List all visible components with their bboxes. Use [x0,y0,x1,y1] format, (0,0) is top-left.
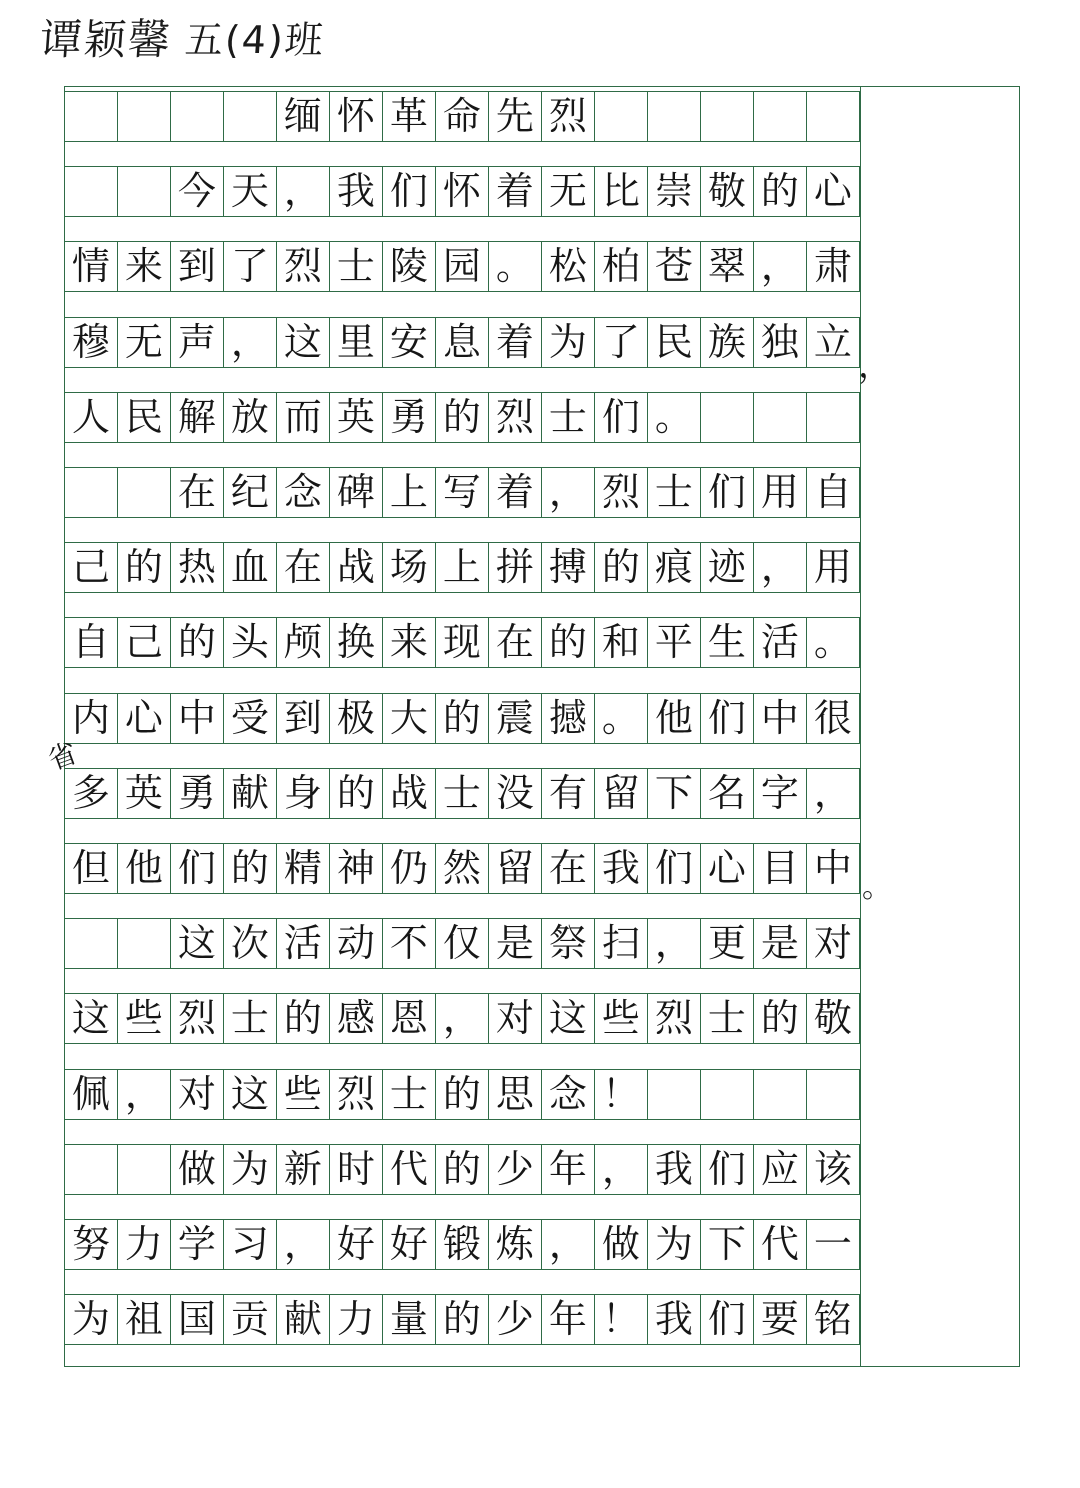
grid-cell: 念 [277,467,330,517]
grid-cell: 有 [542,768,595,818]
grid-cell: 比 [595,166,648,216]
grid-cell: 换 [330,617,383,667]
grid-cell: 无 [118,317,171,367]
grid-cell: 上 [436,542,489,592]
grid-cell: 了 [224,241,277,291]
grid-cell: 上 [383,467,436,517]
grid-cell: ， [595,1144,648,1194]
grid-cell: 用 [754,467,807,517]
grid-cell [701,1069,754,1119]
row-line [65,1043,860,1044]
grid-cell: ， [754,241,807,291]
grid-cell: 的 [754,993,807,1043]
grid-cell: 些 [118,993,171,1043]
class-name: 五(4)班 [183,18,327,62]
grid-cell: 场 [383,542,436,592]
grid-cell: 立 [807,317,860,367]
grid-cell: 声 [171,317,224,367]
grid-cell: 独 [754,317,807,367]
grid-cell: 里 [330,317,383,367]
grid-cell: 穆 [65,317,118,367]
grid-cell: 精 [277,843,330,893]
grid-cell: 在 [277,542,330,592]
grid-cell: 下 [701,1219,754,1269]
grid-cell: 大 [383,693,436,743]
grid-cell: 民 [648,317,701,367]
grid-cell: 少 [489,1144,542,1194]
grid-cell: 没 [489,768,542,818]
grid-cell: 一 [807,1219,860,1269]
grid-cell: 习 [224,1219,277,1269]
grid-cell: 热 [171,542,224,592]
grid-cell: 祭 [542,918,595,968]
grid-cell: 勇 [171,768,224,818]
grid-cell: 英 [330,392,383,442]
grid-cell: 的 [436,1069,489,1119]
grid-cell: 我 [648,1294,701,1344]
grid-cell: 自 [65,617,118,667]
grid-cell: 命 [436,91,489,141]
grid-cell: 来 [383,617,436,667]
row-line [65,818,860,819]
grid-cell: 的 [754,166,807,216]
grid-cell: ， [542,467,595,517]
grid-cell: 写 [436,467,489,517]
grid-cell: 学 [171,1219,224,1269]
grid-cell: 无 [542,166,595,216]
grid-cell: 心 [701,843,754,893]
grid-cell: 迹 [701,542,754,592]
grid-cell: 他 [648,693,701,743]
grid-cell: 苍 [648,241,701,291]
grid-cell: 内 [65,693,118,743]
grid-cell: 的 [436,392,489,442]
grid-cell: 现 [436,617,489,667]
grid-cell: 拼 [489,542,542,592]
header [40,10,640,70]
grid-cell: ， [648,918,701,968]
grid-cell: 到 [277,693,330,743]
grid-cell: 留 [595,768,648,818]
grid-cell: 烈 [171,993,224,1043]
grid-cell: 纪 [224,467,277,517]
grid-cell: 对 [489,993,542,1043]
row-line [65,893,860,894]
grid-cell: 中 [754,693,807,743]
grid-cell: 人 [65,392,118,442]
grid-cell: 天 [224,166,277,216]
grid-cell: 敬 [807,993,860,1043]
grid-cell: 受 [224,693,277,743]
margin-line [860,87,861,1366]
grid-cell [754,91,807,141]
grid-cell: 但 [65,843,118,893]
grid-cell: 烈 [542,91,595,141]
grid-cell: 着 [489,166,542,216]
grid-cell: 力 [330,1294,383,1344]
writing-grid-sheet [64,86,1020,1367]
grid-row [65,693,860,743]
grid-cell: 中 [807,843,860,893]
grid-cell: 铭 [807,1294,860,1344]
grid-row [65,467,860,517]
grid-cell: 献 [224,768,277,818]
grid-cell: 要 [754,1294,807,1344]
grid-cell: 搏 [542,542,595,592]
grid-cell: 。 [648,392,701,442]
grid-cell: 对 [171,1069,224,1119]
correction-mark: 省 [43,736,82,777]
grid-cell: 下 [648,768,701,818]
grid-row [65,542,860,592]
grid-cell: 的 [436,1144,489,1194]
grid-cell: 力 [118,1219,171,1269]
grid-cell: 做 [595,1219,648,1269]
grid-cell: ， [436,993,489,1043]
grid-cell: 敬 [701,166,754,216]
grid-cell: 仍 [383,843,436,893]
grid-cell [118,166,171,216]
grid-cell: 息 [436,317,489,367]
grid-cell: 而 [277,392,330,442]
grid-cell: 神 [330,843,383,893]
grid-cell: ， [118,1069,171,1119]
grid-cell: 们 [701,1294,754,1344]
grid-cell: 的 [330,768,383,818]
grid-cell [65,166,118,216]
grid-cell [118,1144,171,1194]
grid-cell: 不 [383,918,436,968]
grid-cell: 士 [383,1069,436,1119]
row-line [65,1119,860,1120]
grid-cell: 平 [648,617,701,667]
grid-cell: 园 [436,241,489,291]
grid-cell: 锻 [436,1219,489,1269]
grid-cell: 们 [701,467,754,517]
grid-cell: 留 [489,843,542,893]
grid-cell: 着 [489,467,542,517]
grid-cell: 思 [489,1069,542,1119]
grid-cell: 在 [171,467,224,517]
grid-cell: 烈 [277,241,330,291]
grid-cell [648,1069,701,1119]
grid-cell: 士 [648,467,701,517]
grid-cell [224,91,277,141]
grid-cell: 次 [224,918,277,968]
grid-cell: 士 [701,993,754,1043]
grid-cell [754,392,807,442]
grid-cell: 。 [489,241,542,291]
grid-cell [65,91,118,141]
trailing-comma: ， [858,346,892,386]
row-line [65,367,860,368]
grid-cell: 来 [118,241,171,291]
grid-cell: 。 [807,617,860,667]
row-line [65,141,860,142]
grid-cell: 这 [65,993,118,1043]
grid-cell: 目 [754,843,807,893]
grid-cell: 活 [277,918,330,968]
grid-cell: 代 [754,1219,807,1269]
grid-cell: 崇 [648,166,701,216]
grid-cell: 这 [277,317,330,367]
grid-cell: 怀 [330,91,383,141]
grid-cell: 心 [807,166,860,216]
grid-cell: 的 [436,693,489,743]
grid-cell [65,1144,118,1194]
grid-cell: 的 [118,542,171,592]
grid-cell: 扫 [595,918,648,968]
grid-cell: 我 [595,843,648,893]
grid-cell [118,918,171,968]
grid-cell: 很 [807,693,860,743]
grid-cell: 是 [489,918,542,968]
grid-cell: 着 [489,317,542,367]
grid-cell [807,392,860,442]
grid-cell: 血 [224,542,277,592]
grid-cell: 极 [330,693,383,743]
grid-cell: 这 [171,918,224,968]
grid-row [65,241,860,291]
grid-cell: 是 [754,918,807,968]
grid-row [65,392,860,442]
grid-cell [118,91,171,141]
grid-cell: 仅 [436,918,489,968]
grid-cell: 的 [595,542,648,592]
grid-cell: 恩 [383,993,436,1043]
grid-row [65,993,860,1043]
row-line [65,592,860,593]
grid-row [65,1069,860,1119]
grid-cell: 的 [436,1294,489,1344]
grid-cell [807,1069,860,1119]
grid-row [65,843,860,893]
grid-cell: 用 [807,542,860,592]
grid-cell: 烈 [595,467,648,517]
grid-cell: 炼 [489,1219,542,1269]
grid-row [65,617,860,667]
grid-cell: ， [277,166,330,216]
grid-cell: 们 [648,843,701,893]
grid-cell: 放 [224,392,277,442]
grid-cell: 对 [807,918,860,968]
grid-cell: 碑 [330,467,383,517]
grid-cell [595,91,648,141]
grid-cell: 量 [383,1294,436,1344]
grid-cell: 了 [595,317,648,367]
grid-cell: 名 [701,768,754,818]
grid-cell [754,1069,807,1119]
grid-cell: 活 [754,617,807,667]
grid-cell: 的 [171,617,224,667]
grid-cell: 代 [383,1144,436,1194]
grid-cell: 情 [65,241,118,291]
grid-row [65,1144,860,1194]
grid-cell: 战 [330,542,383,592]
grid-cell: 士 [436,768,489,818]
grid-cell: 革 [383,91,436,141]
grid-cell: 该 [807,1144,860,1194]
row-line [65,1344,860,1345]
grid-cell: ！ [595,1069,648,1119]
grid-cell: 的 [277,993,330,1043]
grid-cell: 先 [489,91,542,141]
grid-cell: 勇 [383,392,436,442]
grid-cell: 些 [595,993,648,1043]
row-line [65,1269,860,1270]
grid-cell: 祖 [118,1294,171,1344]
grid-row [65,918,860,968]
grid-cell [65,918,118,968]
grid-cell: ， [277,1219,330,1269]
grid-cell: 们 [701,693,754,743]
grid-cell: 年 [542,1294,595,1344]
grid-cell: 们 [701,1144,754,1194]
grid-cell: 为 [542,317,595,367]
grid-cell: 更 [701,918,754,968]
grid-cell: 自 [807,467,860,517]
grid-cell: 翠 [701,241,754,291]
grid-cell: 为 [648,1219,701,1269]
grid-cell: 佩 [65,1069,118,1119]
grid-cell: 时 [330,1144,383,1194]
row-line [65,291,860,292]
grid-cell: 然 [436,843,489,893]
grid-cell: 己 [118,617,171,667]
row-line [65,517,860,518]
grid-cell: 献 [277,1294,330,1344]
grid-cell: 英 [118,768,171,818]
grid-cell: ， [754,542,807,592]
grid-cell: 族 [701,317,754,367]
grid-cell: ， [807,768,860,818]
grid-row [65,166,860,216]
grid-cell: ， [542,1219,595,1269]
grid-cell: 肃 [807,241,860,291]
row-line [65,442,860,443]
grid-cell: 柏 [595,241,648,291]
grid-cell: 好 [330,1219,383,1269]
grid-cell: 贡 [224,1294,277,1344]
row-line [65,216,860,217]
grid-cell: 士 [542,392,595,442]
row-line [65,667,860,668]
grid-cell: 多 [65,768,118,818]
grid-cell: 为 [224,1144,277,1194]
grid-cell: 解 [171,392,224,442]
grid-cell: 少 [489,1294,542,1344]
grid-cell: 在 [489,617,542,667]
grid-cell: 震 [489,693,542,743]
grid-cell [807,91,860,141]
grid-cell: 松 [542,241,595,291]
grid-cell [65,467,118,517]
grid-cell: 这 [542,993,595,1043]
grid-cell: 中 [171,693,224,743]
grid-cell [118,467,171,517]
row-line [65,1194,860,1195]
grid-cell: 己 [65,542,118,592]
grid-cell: 动 [330,918,383,968]
grid-cell: 感 [330,993,383,1043]
row-line [65,968,860,969]
grid-cell: 怀 [436,166,489,216]
grid-cell: 缅 [277,91,330,141]
grid-cell: 们 [171,843,224,893]
grid-cell: 在 [542,843,595,893]
grid-cell: 好 [383,1219,436,1269]
grid-cell: 们 [383,166,436,216]
grid-cell: 这 [224,1069,277,1119]
grid-cell: 我 [330,166,383,216]
grid-cell: 努 [65,1219,118,1269]
grid-cell: 烈 [489,392,542,442]
grid-cell [701,392,754,442]
grid-cell: 应 [754,1144,807,1194]
grid-row [65,1294,860,1344]
grid-cell: 和 [595,617,648,667]
grid-cell: 念 [542,1069,595,1119]
grid-cell: 战 [383,768,436,818]
grid-cell: 今 [171,166,224,216]
grid-row [65,768,860,818]
grid-cell: ， [224,317,277,367]
grid-cell: 年 [542,1144,595,1194]
grid-cell: 士 [224,993,277,1043]
grid-cell: 国 [171,1294,224,1344]
grid-cell: 安 [383,317,436,367]
grid-cell: 些 [277,1069,330,1119]
grid-cell: 颅 [277,617,330,667]
grid-cell: 他 [118,843,171,893]
grid-row [65,317,860,367]
grid-cell: 身 [277,768,330,818]
grid-cell: 的 [224,843,277,893]
row-line [65,743,860,744]
grid-cell: 们 [595,392,648,442]
grid-cell: 新 [277,1144,330,1194]
grid-cell: 。 [595,693,648,743]
grid-row [65,91,860,141]
grid-cell: 做 [171,1144,224,1194]
grid-cell [171,91,224,141]
grid-cell: 烈 [330,1069,383,1119]
grid-cell [648,91,701,141]
grid-cell: 陵 [383,241,436,291]
grid-cell: ！ [595,1294,648,1344]
grid-cell: 字 [754,768,807,818]
grid-cell: 到 [171,241,224,291]
grid-cell: 士 [330,241,383,291]
grid-cell: 心 [118,693,171,743]
grid-cell: 为 [65,1294,118,1344]
grid-cell: 痕 [648,542,701,592]
author-name: 谭颖馨 [38,15,174,64]
grid-cell: 我 [648,1144,701,1194]
grid-cell: 生 [701,617,754,667]
grid-cell: 烈 [648,993,701,1043]
grid-cell: 民 [118,392,171,442]
grid-cell [701,91,754,141]
trailing-period: 。 [862,870,892,905]
grid-cell: 头 [224,617,277,667]
grid-row [65,1219,860,1269]
grid-cell: 的 [542,617,595,667]
grid-cell: 撼 [542,693,595,743]
